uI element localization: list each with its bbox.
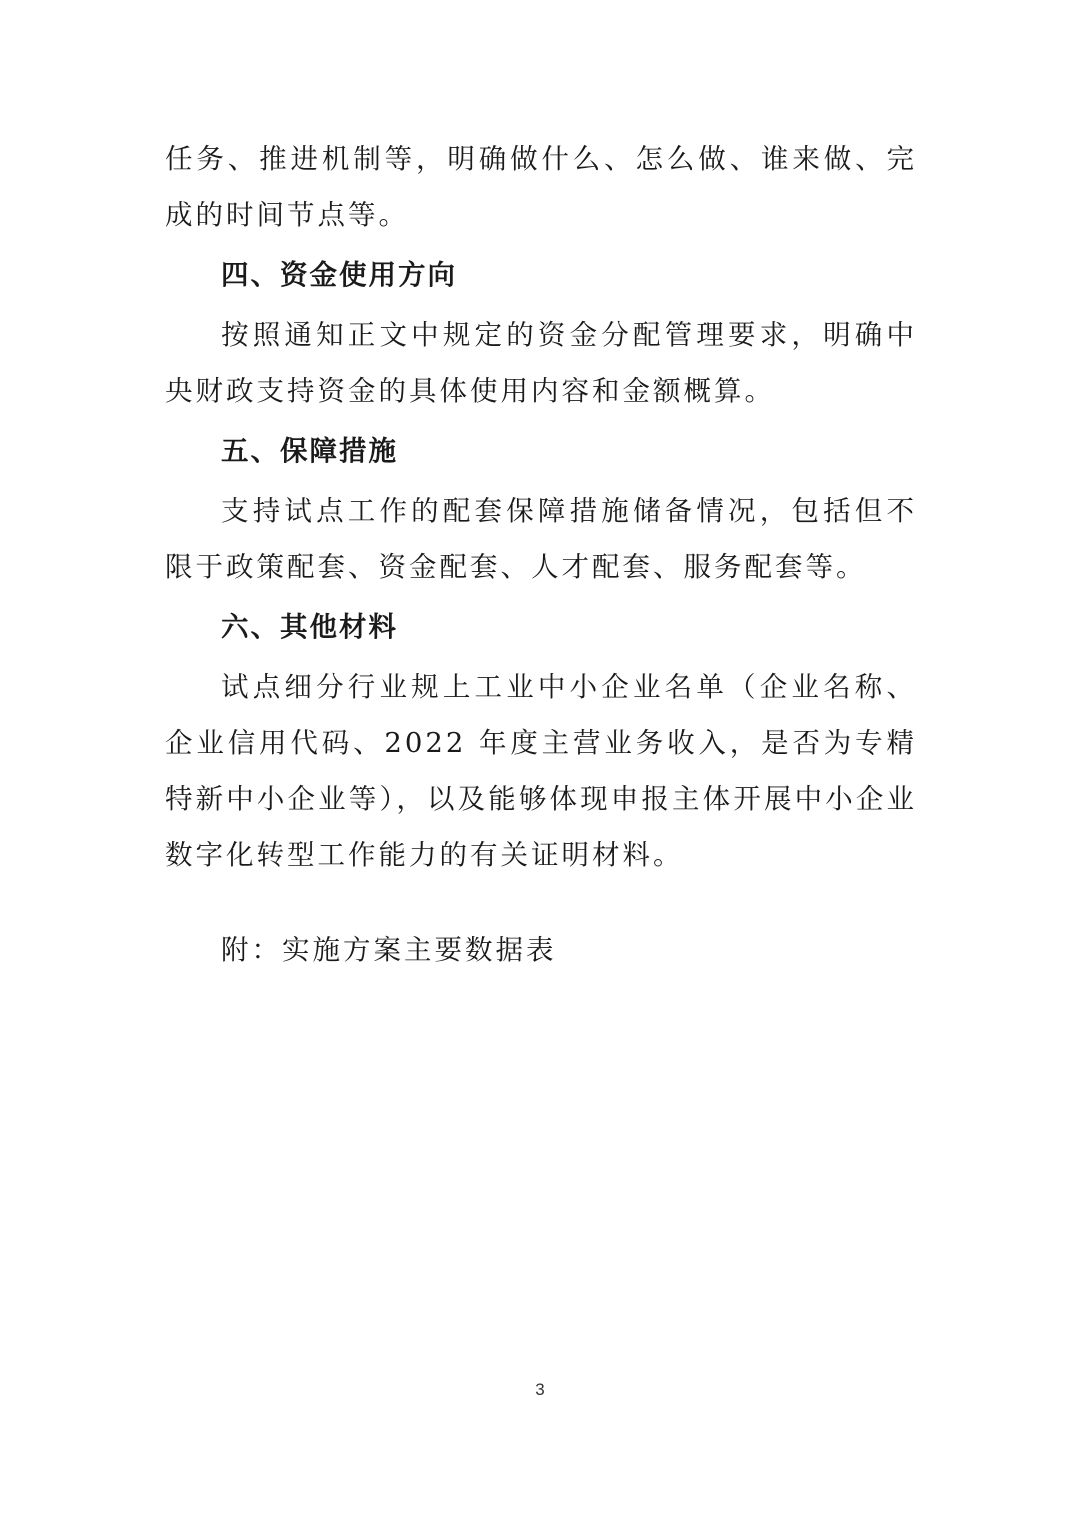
- document-body: [165, 131, 917, 887]
- section-body-funding: 按照通知正文中规定的资金分配管理要求，明确中央财政支持资金的具体使用内容和金额概算。: [165, 319, 917, 407]
- section-body-other-materials: 试点细分行业规上工业中小企业名单（企业名称、企业信用代码、2022 年度主营业务收入，是否为专精特新中小企业等），以及能够体现申报主体开展中小企业数字化转型工作能力的有关证明材料。: [165, 671, 917, 871]
- section-heading-safeguards: 五、保障措施: [221, 435, 398, 467]
- section-heading-funding: 四、资金使用方向: [221, 259, 457, 291]
- section-body-safeguards: 支持试点工作的配套保障措施储备情况，包括但不限于政策配套、资金配套、人才配套、服务配套等。: [165, 495, 917, 583]
- appendix-note: 附：实施方案主要数据表: [221, 934, 557, 966]
- continuation-paragraph: 任务、推进机制等，明确做什么、怎么做、谁来做、完成的时间节点等。: [165, 143, 917, 231]
- section-heading-other-materials: 六、其他材料: [221, 611, 398, 643]
- page-number: 3: [535, 1380, 545, 1399]
